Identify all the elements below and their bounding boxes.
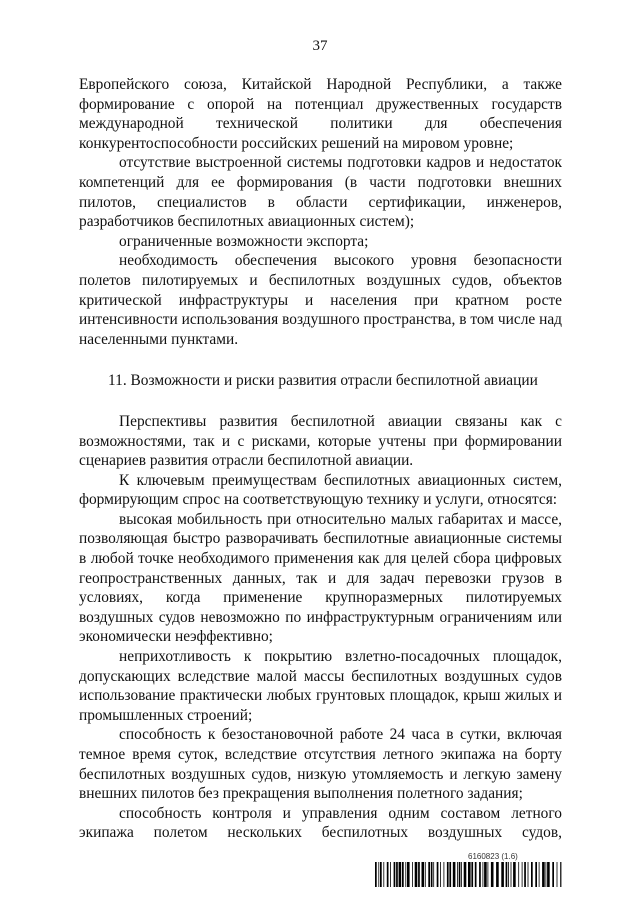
barcode-bar <box>412 862 413 887</box>
paragraph-mobility: высокая мобильность при относительно малых габаритах и массе, позволяющая быстро разворачивать беспилотные авиационные системы в любой точке необходимого применения как для целей сбора цифровых геопространственных данных, так и для задач перевозки грузов в условиях, когда применение крупноразмерных пилотируемых воздушных судов невозможно по инфраструктурным ограничениям или экономически неэффективно; <box>79 510 562 646</box>
barcode-bar <box>531 862 533 887</box>
barcode-bar <box>433 862 434 887</box>
barcode-bar <box>528 862 529 887</box>
page-number: 37 <box>312 38 328 54</box>
barcode-bar <box>461 862 462 887</box>
barcode-bar <box>539 862 540 887</box>
barcode-bar <box>468 862 471 887</box>
barcode-bar <box>437 862 439 887</box>
barcode-bar <box>459 862 461 887</box>
barcode-bar <box>506 862 508 887</box>
barcode-bar <box>390 862 391 887</box>
barcode-bar <box>547 862 550 887</box>
paragraph-export: ограниченные возможности экспорта; <box>119 232 369 250</box>
barcode-bar <box>415 862 418 887</box>
barcode-bar <box>475 862 477 887</box>
barcode-bar <box>440 862 441 887</box>
barcode-bar <box>513 862 516 887</box>
barcode-bar <box>560 862 561 887</box>
barcode-image <box>375 862 562 887</box>
barcode-bar <box>402 862 404 887</box>
barcode-bar <box>425 862 426 887</box>
barcode-bar <box>383 862 384 887</box>
barcode-bar <box>387 862 389 887</box>
barcode-bar <box>396 862 398 887</box>
barcode-bar <box>488 862 489 887</box>
barcode-bar <box>542 862 545 887</box>
document-body <box>79 75 562 843</box>
paragraph-multi-control: способность контроля и управления одним составом летного экипажа полетом нескольких беспилотных воздушных судов, <box>79 804 562 842</box>
barcode-bar <box>428 862 430 887</box>
paragraph-nonstop-operation: способность к безостановочной работе 24 часа в сутки, включая темное время суток, вследствие отсутствия летного экипажа на борту беспилотных воздушных судов, низкую утомляемость и легкую замену внешних пилотов без прекращения выполнения полетного задания; <box>79 726 562 803</box>
barcode-bar <box>431 862 433 887</box>
paragraph-runway: неприхотливость к покрытию взлетно-посадочных площадок, допускающих вследствие малой массы беспилотных воздушных судов использование практически любых грунтовых площадок, крыш жилых и промышленных строений; <box>79 648 562 724</box>
barcode-bar <box>444 862 445 887</box>
barcode-bar <box>557 862 558 887</box>
barcode-bar <box>457 862 458 887</box>
barcode-bar <box>491 862 494 887</box>
barcode-bar <box>449 862 451 887</box>
barcode-bar <box>535 862 537 887</box>
paragraph-prospects: Перспективы развития беспилотной авиации связаны как с возможностями, так и с рисками, которые учтены при формировании сценариев развития отрасли беспилотной авиации. <box>79 412 562 470</box>
section-heading: 11. Возможности и риски развития отрасли беспилотной авиации <box>108 372 538 390</box>
barcode-bar <box>405 862 406 887</box>
barcode-bar <box>375 862 377 887</box>
barcode-bar <box>552 862 554 887</box>
barcode-bar <box>483 862 484 887</box>
paragraph-staff-training: отсутствие выстроенной системы подготовки кадров и недостаток компетенций для ее формирования (в части подготовки внешних пилотов, специалистов в области сертификации, инженеров, разработчиков беспилотных авиационных систем); <box>79 154 562 231</box>
barcode-bar <box>471 862 473 887</box>
barcode-bar <box>394 862 396 887</box>
barcode-bar <box>484 862 487 887</box>
barcode-bar <box>508 862 509 887</box>
barcode-bar <box>418 862 420 887</box>
barcode-bar <box>479 862 481 887</box>
barcode-bar <box>524 862 526 887</box>
barcode-bar <box>464 862 467 887</box>
barcode-bar <box>407 862 410 887</box>
barcode-bar <box>447 862 449 887</box>
barcode-bar <box>496 862 499 887</box>
barcode-bar <box>378 862 379 887</box>
barcode-bar <box>380 862 382 887</box>
paragraph-advantages-intro: К ключевым преимуществам беспилотных авиационных систем, формирующим спрос на соответствующую технику и услуги, относятся: <box>79 471 562 509</box>
barcode-bar <box>522 862 523 887</box>
barcode-bar <box>453 862 456 887</box>
barcode-bar <box>399 862 402 887</box>
barcode-bar <box>546 862 547 887</box>
barcode-bar <box>518 862 519 887</box>
barcode-bar <box>501 862 504 887</box>
barcode-bar <box>422 862 425 887</box>
document-code: 6160823 (1.6) <box>468 852 518 861</box>
paragraph-flight-safety: необходимость обеспечения высокого уровня безопасности полетов пилотируемых и беспилотных воздушных судов, объектов критической инфраструктуры и населения при кратном росте интенсивности использования воздушного пространства, в том числе над населенными пунктами. <box>79 252 562 348</box>
barcode-bar <box>511 862 512 887</box>
paragraph-continuation: Европейского союза, Китайской Народной Республики, а также формирование с опорой на потенциал дружественных государств международной технической политики для обеспечения конкурентоспособности российских решений на мировом уровне; <box>79 76 562 152</box>
